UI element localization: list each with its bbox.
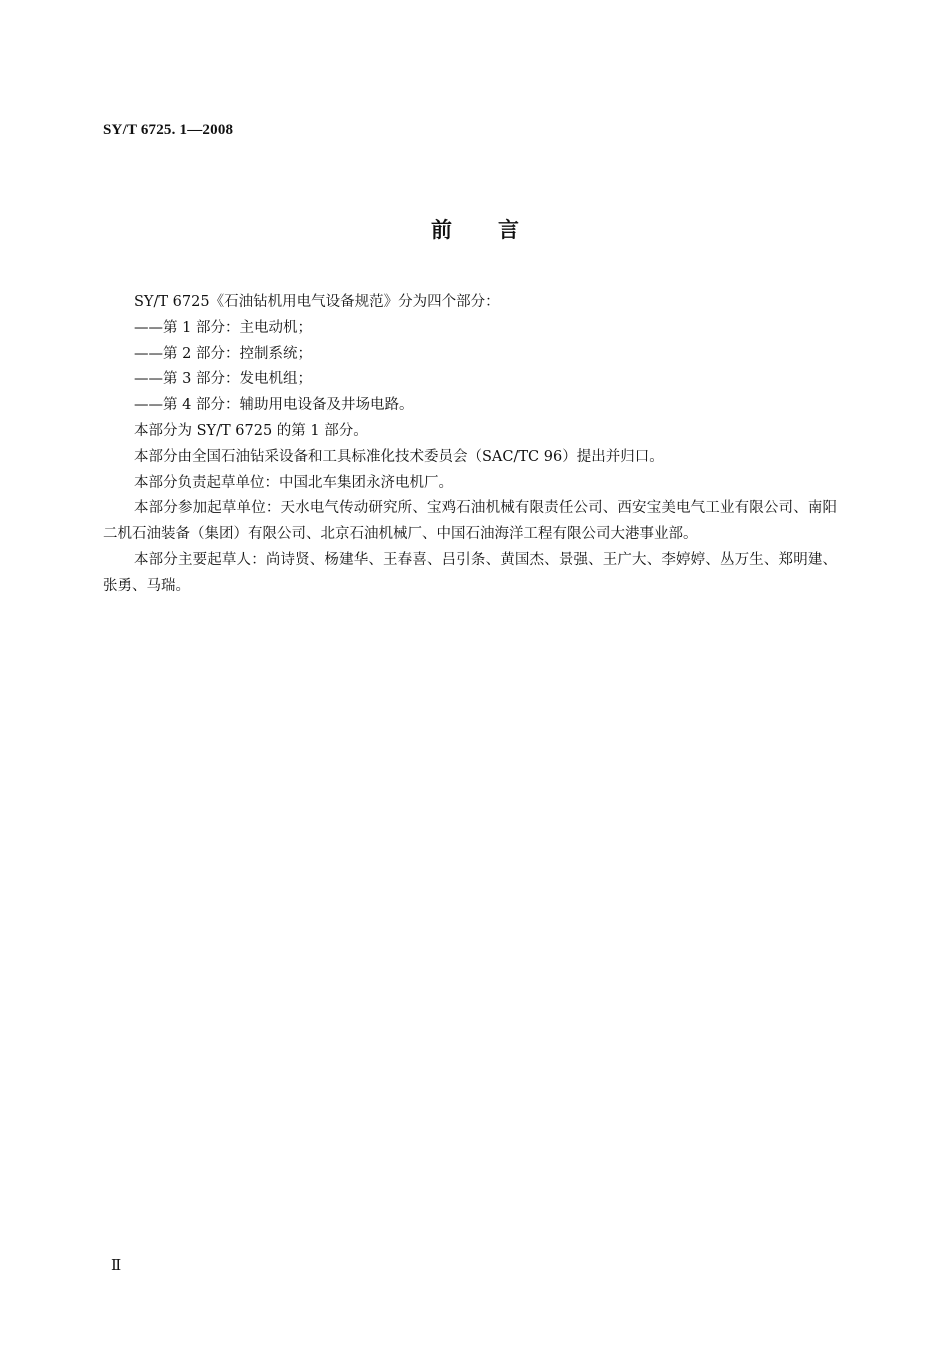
participating-drafters-paragraph: 本部分参加起草单位：天水电气传动研究所、宝鸡石油机械有限责任公司、西安宝美电气工业有限公司、南阳二机石油装备（集团）有限公司、北京石油机械厂、中国石油海洋工程有限公司大港事业部。 [103, 500, 837, 543]
page-title: 前言 [431, 218, 565, 242]
part-statement-paragraph: 本部分为 SY/T 6725 的第 1 部分。 [134, 422, 368, 439]
standard-code-header: SY/T 6725. 1—2008 [103, 122, 234, 138]
document-body [103, 290, 837, 600]
part-list-item: ——第 3 部分：发电机组； [134, 371, 312, 388]
proposer-paragraph: 本部分由全国石油钻采设备和工具标准化技术委员会（SAC/TC 96）提出并归口。 [134, 448, 664, 465]
part-list-item: ——第 1 部分：主电动机； [134, 319, 312, 336]
part-list-item: ——第 4 部分：辅助用电设备及井场电路。 [134, 397, 414, 414]
main-drafters-paragraph: 本部分主要起草人：尚诗贤、杨建华、王春喜、吕引条、黄国杰、景强、王广大、李婷婷、丛万生、郑明建、张勇、马瑞。 [103, 551, 837, 594]
intro-paragraph: SY/T 6725《石油钻机用电气设备规范》分为四个部分： [134, 294, 500, 310]
part-list-item: ——第 2 部分：控制系统； [134, 345, 312, 362]
page-number: Ⅱ [111, 1258, 122, 1274]
lead-drafter-paragraph: 本部分负责起草单位：中国北车集团永济电机厂。 [134, 474, 453, 491]
